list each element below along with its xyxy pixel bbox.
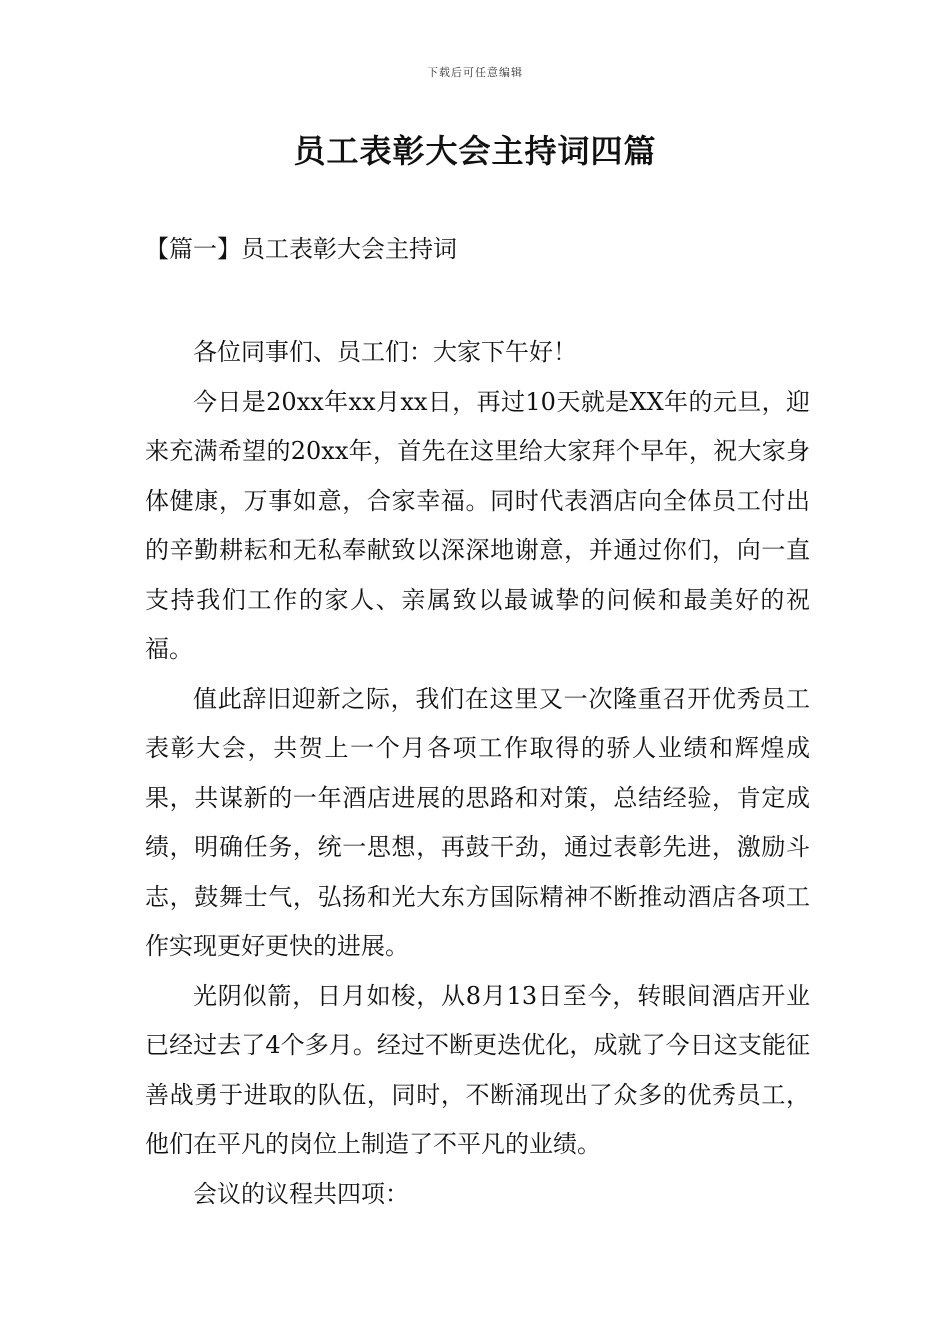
page-header-note: 下载后可任意编辑 <box>427 66 523 79</box>
paragraph-meeting-purpose: 值此辞旧迎新之际，我们在这里又一次隆重召开优秀员工表彰大会，共贺上一个月各项工作取得的骄人业绩和辉煌成果，共谋新的一年酒店进展的思路和对策，总结经验，肯定成绩，明确任务，统一思想，再鼓干劲，通过表彰先进，激励斗志，鼓舞士气，弘扬和光大东方国际精神不断推动酒店各项工作实现更好更快的进展。 <box>145 684 810 960</box>
paragraph-review: 光阴似箭，日月如梭，从8月13日至今，转眼间酒店开业已经过去了4个多月。经过不断更迭优化，成就了今日这支能征善战勇于进取的队伍，同时，不断涌现出了众多的优秀员工，他们在平凡的岗位上制造了不平凡的业绩。 <box>145 981 810 1158</box>
section-heading: 【篇一】员工表彰大会主持词 <box>145 235 457 263</box>
paragraph-greeting: 各位同事们、员工们：大家下午好！ <box>193 338 577 366</box>
paragraph-new-year: 今日是20xx年xx月xx日，再过10天就是XX年的元旦，迎来充满希望的20xx年，首先在这里给大家拜个早年，祝大家身体健康，万事如意，合家幸福。同时代表酒店向全体员工付出的辛勤耕耘和无私奉献致以深深地谢意，并通过你们，向一直支持我们工作的家人、亲属致以最诚挚的问候和最美好的祝福。 <box>145 387 810 663</box>
document-title: 员工表彰大会主持词四篇 <box>293 132 657 170</box>
paragraph-agenda: 会议的议程共四项： <box>193 1179 409 1208</box>
document-body <box>145 328 810 1219</box>
